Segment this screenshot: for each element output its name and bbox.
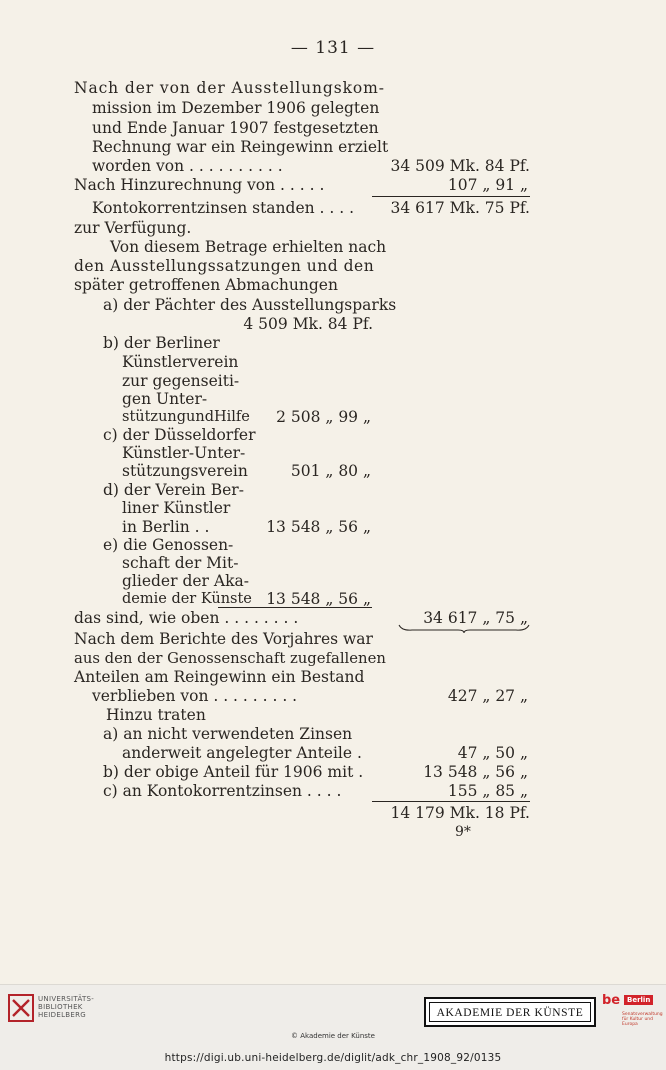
total1-label: das sind, wie oben . . . . . . . . [74, 609, 299, 627]
sum-rule-2 [218, 607, 372, 608]
vorjahr-line-4: verblieben von . . . . . . . . . [92, 687, 298, 705]
sum-rule-3 [372, 801, 530, 802]
recipient-e-line-2: schaft der Mit- [122, 554, 239, 572]
vorjahr-amount: 427 „ 27 „ [447, 687, 528, 705]
intro-line-5: worden von . . . . . . . . . . [92, 157, 283, 175]
hinzu-label: Nach Hinzurechnung von . . . . . [74, 176, 325, 194]
be-berlin-badge: Berlin [624, 995, 653, 1005]
recipient-d-line-2: liner Künstler [122, 499, 231, 517]
library-name-line-2: BIBLIOTHEK [38, 1003, 83, 1011]
intro-amount: 34 509 Mk. 84 Pf. [390, 157, 530, 175]
hinzu-traten-c-amount: 155 „ 85 „ [447, 782, 528, 800]
akademie-der-kuenste-logo [424, 997, 596, 1027]
recipient-b-line-1: b) der Berliner [103, 334, 220, 352]
intro-line-4: Rechnung war ein Reingewinn erzielt [92, 138, 389, 156]
recipient-e-amount: 13 548 „ 56 „ [266, 590, 371, 608]
vorjahr-line-3: Anteilen am Reingewinn ein Bestand [74, 668, 365, 686]
hinzu-amount: 107 „ 91 „ [447, 176, 528, 194]
kontokorrent-line-1: Kontokorrentzinsen standen . . . . [92, 199, 355, 217]
betrag-line-3: später getroffenen Abmachungen [74, 276, 338, 294]
hinzu-traten-b-line: b) der obige Anteil für 1906 mit . [103, 763, 364, 781]
hinzu-traten-b-amount: 13 548 „ 56 „ [423, 763, 528, 781]
vorjahr-line-2: aus den der Genossenschaft zugefallenen [74, 650, 386, 667]
source-url-link[interactable]: https://digi.ub.uni-heidelberg.de/diglit/adk_chr_1908_92/0135 [164, 1052, 502, 1064]
betrag-line-2: den Ausstellungssatzungen und den [74, 257, 375, 275]
recipient-c-amount: 501 „ 80 „ [290, 462, 371, 480]
recipient-c-line-2: Künstler-Unter- [122, 444, 246, 462]
be-berlin-subtitle: Senatsverwaltung für Kultur und Europa [622, 1012, 663, 1027]
final-total: 14 179 Mk. 18 Pf. [390, 804, 530, 822]
recipient-a: a) der Pächter des Ausstellungsparks [103, 296, 397, 314]
recipient-e-line-3: glieder der Aka- [122, 572, 249, 590]
recipient-b-line-2: Künstlerverein [122, 353, 239, 371]
total1-amount: 34 617 „ 75 „ [423, 609, 528, 627]
recipient-c-last: stützungsverein [122, 462, 248, 480]
library-name-line-3: HEIDELBERG [38, 1011, 86, 1019]
recipient-b-last: stützungundHilfe [122, 409, 250, 425]
intro-line-1: Nach der von der Ausstellungskom- [74, 79, 385, 97]
recipient-d-last: in Berlin . . [122, 518, 210, 536]
recipient-d-amount: 13 548 „ 56 „ [266, 518, 371, 536]
kontokorrent-line-2: zur Verfügung. [74, 219, 192, 237]
hinzu-traten-c-line: c) an Kontokorrentzinsen . . . . [103, 782, 342, 800]
hinzu-traten-a-line-1: a) an nicht verwendeten Zinsen [103, 725, 353, 743]
recipient-b-line-4: gen Unter- [122, 390, 208, 408]
page-number: — 131 — [290, 38, 376, 58]
sum-rule-1 [372, 196, 530, 197]
hinzu-traten-a-line-2: anderweit angelegter Anteile . [122, 744, 362, 762]
recipient-e-line-1: e) die Genossen- [103, 536, 234, 554]
be-berlin-logo [602, 993, 663, 1029]
copyright-notice: © Akademie der Künste [291, 1032, 375, 1040]
intro-line-2: mission im Dezember 1906 gelegten [92, 99, 380, 117]
recipient-d-line-1: d) der Verein Ber- [103, 481, 244, 499]
library-name [38, 995, 94, 1019]
betrag-line-1: Von diesem Betrage erhielten nach [110, 238, 387, 256]
hinzu-traten-heading: Hinzu traten [106, 706, 206, 724]
library-name-line-1: UNIVERSITÄTS- [38, 995, 95, 1003]
adk-label: AKADEMIE DER KÜNSTE [429, 1002, 591, 1022]
recipient-b-line-3: zur gegenseiti- [122, 372, 240, 390]
hinzu-traten-a-amount: 47 „ 50 „ [457, 744, 528, 762]
recipient-e-last: demie der Künste [122, 591, 252, 607]
digitization-footer [0, 984, 666, 1070]
recipient-a-amount: 4 509 Mk. 84 Pf. [243, 315, 373, 333]
kontokorrent-amount: 34 617 Mk. 75 Pf. [390, 199, 530, 217]
recipient-c-line-1: c) der Düsseldorfer [103, 426, 256, 444]
signature-mark: 9* [455, 824, 471, 840]
brace-underline [398, 624, 530, 634]
university-library-logo [8, 993, 34, 1023]
be-berlin-wordmark: be [602, 993, 621, 1008]
intro-line-3: und Ende Januar 1907 festgesetzten [92, 119, 379, 137]
vorjahr-line-1: Nach dem Berichte des Vorjahres war [74, 630, 373, 648]
recipient-b-amount: 2 508 „ 99 „ [276, 408, 371, 426]
